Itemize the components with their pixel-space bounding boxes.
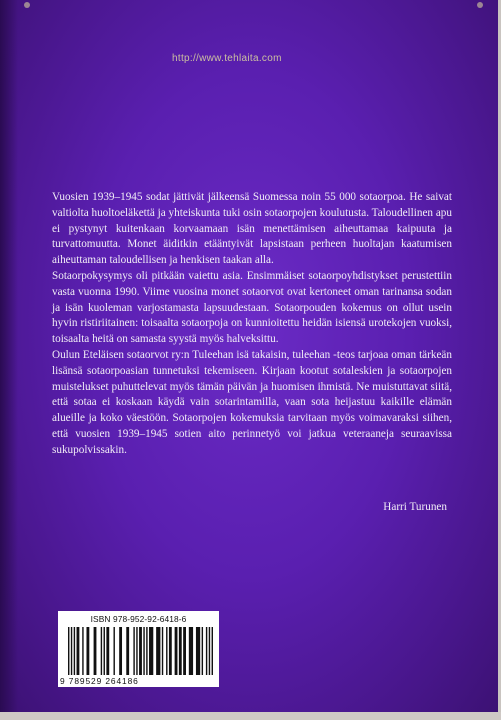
blurb-paragraph-1: Vuosien 1939–1945 sodat jättivät jälkeensä Suomessa noin 55 000 sotaorpoa. He saivat valtiolta huoltoeläkettä ja yhteiskunta tuki osin sotaorpojen koulutusta. Taloudellinen apu ei pystynyt kuitenkaan korvaamaan isän menettämisen aiheuttamaa kaipuuta ja turvattomuutta. Monet äiditkin etääntyivät lapsistaan perheen huoltajan kaatumisen aiheuttaman taloudellisen ja henkisen taakan alla. [52,191,452,267]
page-edge-right [491,0,501,720]
barcode-bar [179,627,182,675]
barcode-bar [126,627,129,675]
barcode-bar [212,627,213,675]
page-edge-bottom [0,712,501,720]
top-left-mark [24,2,30,8]
barcode-bar [156,627,160,675]
barcode-bars [68,627,213,675]
barcode-bar [146,627,147,675]
blurb-signature: Harri Turunen [383,501,447,513]
barcode-bar [86,627,89,675]
spine-shadow [0,0,18,720]
barcode-bar [106,627,109,675]
barcode-bar [74,627,75,675]
barcode-bar [113,627,114,675]
barcode-bar [104,627,105,675]
barcode-bar [209,627,210,675]
barcode-bar [133,627,134,675]
barcode-bar [82,627,83,675]
barcode-bar [202,627,203,675]
barcode-bar [136,627,137,675]
barcode-bar [143,627,144,675]
top-edge-marks [24,2,483,12]
barcode-bar [183,627,186,675]
barcode-bar [101,627,102,675]
barcode-bar [71,627,72,675]
blurb-paragraph-3: Oulun Eteläisen sotaorvot ry:n Tuleehan isä takaisin, tuleehan -teos tarjoaa oman tärkeän lisänsä sotaorpoasian tunnetuksi tekemiseen. Kirjaan kootut sotaleskien ja sotaorpojen muistelukset puhuttelevat myös tämän päivän ja huomisen ihmistä. Ne muistuttavat siitä, että sotaa ei koskaan käydä vain sotarintamilla, vaan sota heijastuu kaikille elämän alueille ja koko väestöön. Sotaorpojen kokemuksia tarvitaan myös voimavaraksi siihen, että vuosien 1939–1945 sotien aito perinnetyö voi jatkua veteraaneja seuraavissa sukupolvissakin. [52,348,452,456]
barcode-bar [77,627,80,675]
isbn-barcode [58,611,219,687]
barcode-bar [94,627,97,675]
barcode-bar [139,627,142,675]
barcode-bar [119,627,122,675]
barcode-bar [206,627,207,675]
barcode-bar [162,627,163,675]
watermark-url: http://www.tehlaita.com [172,53,282,64]
barcode-bar [149,627,153,675]
barcode-bar [196,627,200,675]
barcode-bar [166,627,167,675]
barcode-bar [68,627,69,675]
isbn-label: ISBN 978-952-92-6418-6 [90,614,187,624]
barcode-bar [175,627,178,675]
blurb-paragraph-2: Sotaorpokysymys oli pitkään vaiettu asia. Ensimmäiset sotaorpoyhdistykset perustettiin vasta vuonna 1990. Viime vuosina monet sotaorvot ovat kertoneet oman tarinansa sodan ja isän kuoleman varjostamasta lapsuudestaan. Sotaorpouden kokemus on ollut usein hyvin ristiriitainen: toisaalta sotaorpoja on kunnioitettu heidän isiensä urotekojen vuoksi, toisaalta heitä on samasta syystä myös halveksittu. [52,269,452,346]
top-right-mark [477,2,483,8]
barcode-bar [189,627,193,675]
barcode-bar [169,627,172,675]
barcode-digits: 9 789529 264186 [60,676,217,686]
back-cover-blurb [52,190,452,459]
